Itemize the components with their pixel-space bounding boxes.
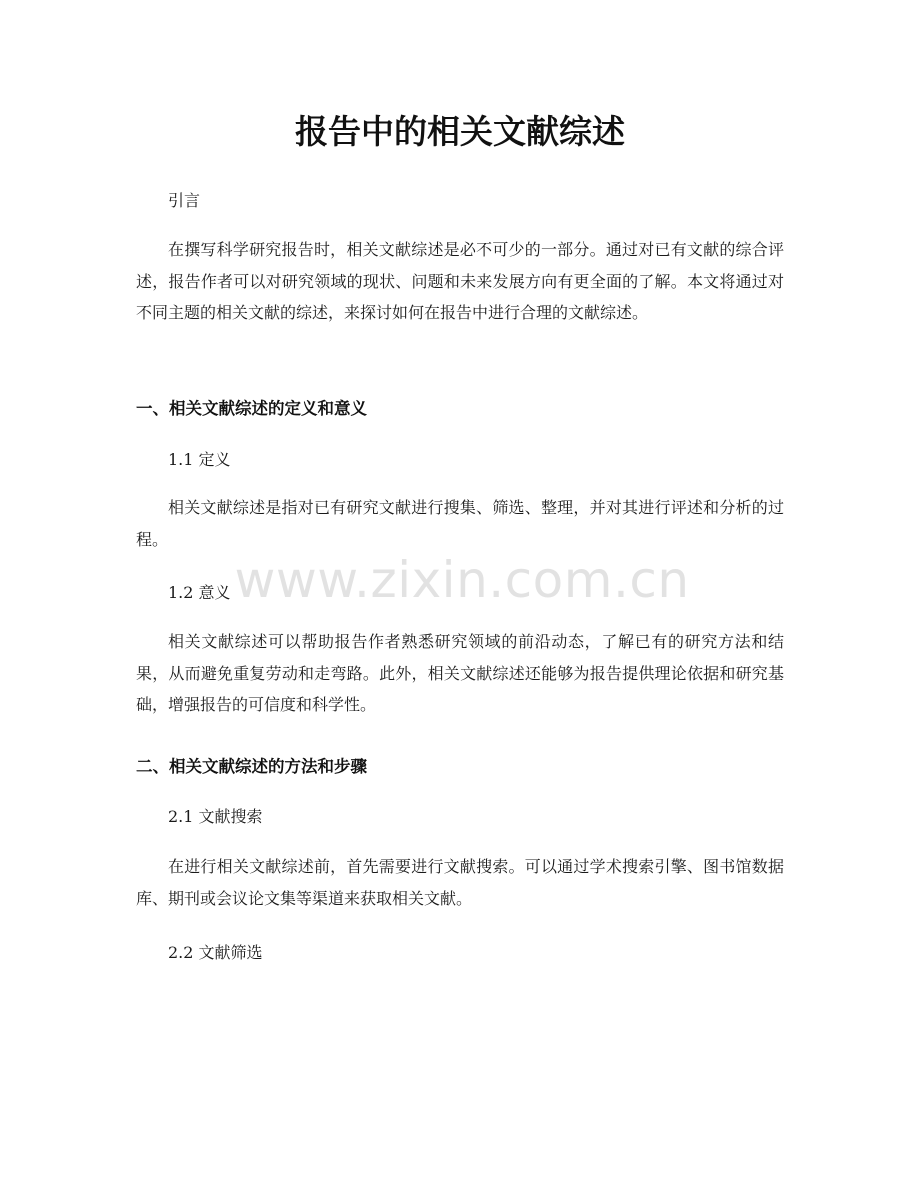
- watermark: www.zixin.com.cn: [234, 551, 690, 609]
- section-1-1-text: 相关文献综述是指对已有研究文献进行搜集、筛选、整理，并对其进行评述和分析的过程。: [136, 498, 784, 549]
- intro-heading: 引言: [168, 191, 201, 210]
- section-1-2-text: 相关文献综述可以帮助报告作者熟悉研究领域的前沿动态，了解已有的研究方法和结果，从而避免重复劳动和走弯路。此外，相关文献综述还能够为报告提供理论依据和研究基础，增强报告的可信度和科学性。: [136, 632, 784, 714]
- document-title: 报告中的相关文献综述: [295, 112, 625, 151]
- section-2-2-heading: 2.2 文献筛选: [168, 943, 263, 962]
- section-1-1-heading: 1.1 定义: [168, 450, 231, 469]
- section-2-1-heading: 2.1 文献搜索: [168, 807, 263, 826]
- intro-paragraph: 在撰写科学研究报告时，相关文献综述是必不可少的一部分。通过对已有文献的综合评述，报告作者可以对研究领域的现状、问题和未来发展方向有更全面的了解。本文将通过对不同主题的相关文献的综述，来探讨如何在报告中进行合理的文献综述。: [136, 240, 784, 322]
- section-2-heading: 二、相关文献综述的方法和步骤: [136, 757, 367, 776]
- section-1-2-heading: 1.2 意义: [168, 583, 231, 602]
- section-2-1-text: 在进行相关文献综述前，首先需要进行文献搜索。可以通过学术搜索引擎、图书馆数据库、期刊或会议论文集等渠道来获取相关文献。: [136, 857, 784, 908]
- section-1-heading: 一、相关文献综述的定义和意义: [136, 399, 367, 418]
